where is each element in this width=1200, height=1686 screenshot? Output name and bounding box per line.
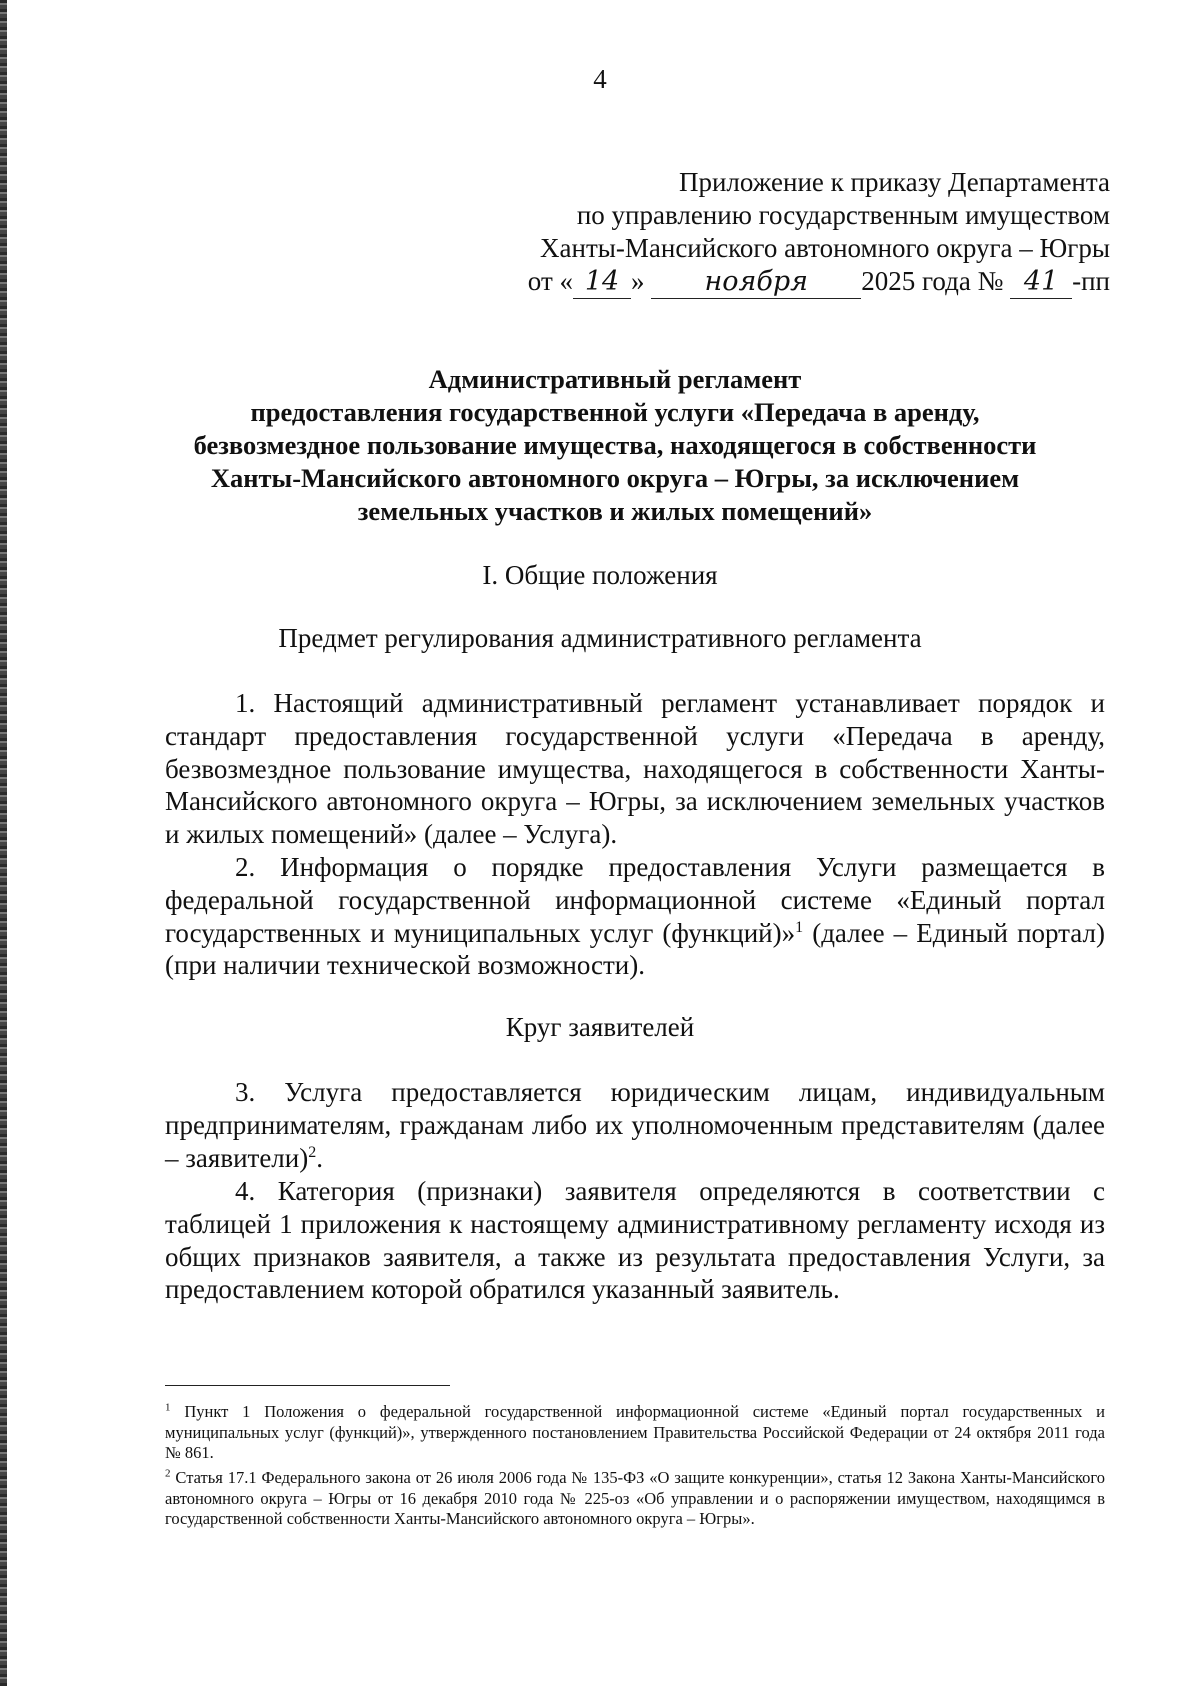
approval-date-line [390, 265, 1110, 299]
date-day-suffix: » [631, 266, 645, 296]
title-line-4: Ханты-Мансийского автономного округа – Югры, за исключением [210, 463, 1020, 493]
title-line-1: Административный регламент [428, 364, 802, 394]
section-heading-general: I. Общие положения [482, 560, 718, 590]
date-year: 2025 года № [861, 266, 1004, 296]
footnote-2-mark: 2 [165, 1467, 171, 1480]
paragraph-3-text: 3. Услуга предоставляется юридическим лицам, индивидуальным предпринимателям, гражданам либо их уполномоченным представителям (далее – заявители) [165, 1077, 1105, 1173]
footnote-1-text: Пункт 1 Положения о федеральной государственной информационной системе «Единый портал государственных и муниципальных услуг (функций)», утвержденного постановлением Правительства Российской Федерации от 24 октября 2011 года № 861. [165, 1402, 1105, 1462]
subheading-subject: Предмет регулирования административного регламента [278, 623, 922, 653]
title-line-3: безвозмездное пользование имущества, находящегося в собственности [193, 430, 1037, 460]
page-number: 4 [593, 64, 607, 94]
paragraph-3-text-end: . [316, 1142, 323, 1173]
approval-block [390, 166, 1110, 299]
footnote-1-mark: 1 [165, 1401, 171, 1414]
approval-line-2: по управлению государственным имуществом [576, 200, 1110, 230]
approval-line-3: Ханты-Мансийского автономного округа – Югры [540, 233, 1110, 263]
paragraph-2-text: 2. Информация о порядке предоставления Услуги размещается в федеральной государственной информационной системе «Единый портал государственных и муниципальных услуг (функций)» [165, 852, 1105, 948]
paragraph-2-text-end: (далее – Единый портал) (при наличии технической возможности). [165, 917, 1105, 981]
title-line-5: земельных участков и жилых помещений» [357, 496, 873, 526]
approval-line-1: Приложение к приказу Департамента [678, 167, 1110, 197]
footnote-ref-1: 1 [795, 918, 804, 936]
paragraph-2 [165, 851, 1105, 982]
subheading-applicants: Круг заявителей [505, 1012, 695, 1042]
title-line-2: предоставления государственной услуги «Передача в аренду, [250, 397, 980, 427]
handwritten-month: ноября [651, 265, 861, 299]
footnote-2 [165, 1468, 1105, 1530]
paragraph-1: 1. Настоящий административный регламент устанавливает порядок и стандарт предоставления государственной услуги «Передача в аренду, безвозмездное пользование имущества, находящегося в собственности Ханты-Мансийского автономного округа – Югры, за исключением земельных участков и жилых помещений» (далее – Услуга). [165, 688, 1105, 850]
paragraph-3 [165, 1076, 1105, 1174]
footnote-2-text: Статья 17.1 Федерального закона от 26 июля 2006 года № 135-ФЗ «О защите конкуренции», статья 12 Закона Ханты-Мансийского автономного округа – Югры от 16 декабря 2010 года № 225-оз «Об управлении и о распоряжении имуществом, находящимся в государственной собственности Ханты-Мансийского автономного округа – Югры». [165, 1468, 1105, 1528]
date-prefix: от « [527, 266, 573, 296]
document-title [150, 363, 1080, 528]
order-number-suffix: -пп [1072, 266, 1110, 296]
scan-edge [0, 0, 7, 1686]
footnote-ref-2: 2 [308, 1143, 317, 1161]
handwritten-order-number: 41 [1010, 265, 1072, 299]
footnote-1 [165, 1402, 1105, 1464]
handwritten-day: 14 [573, 265, 631, 299]
footnote-divider [165, 1385, 450, 1386]
paragraph-4: 4. Категория (признаки) заявителя определяются в соответствии с таблицей 1 приложения к настоящему административному регламенту исходя из общих признаков заявителя, а также из результата предоставления Услуги, за предоставлением которой обратился указанный заявитель. [165, 1176, 1105, 1305]
